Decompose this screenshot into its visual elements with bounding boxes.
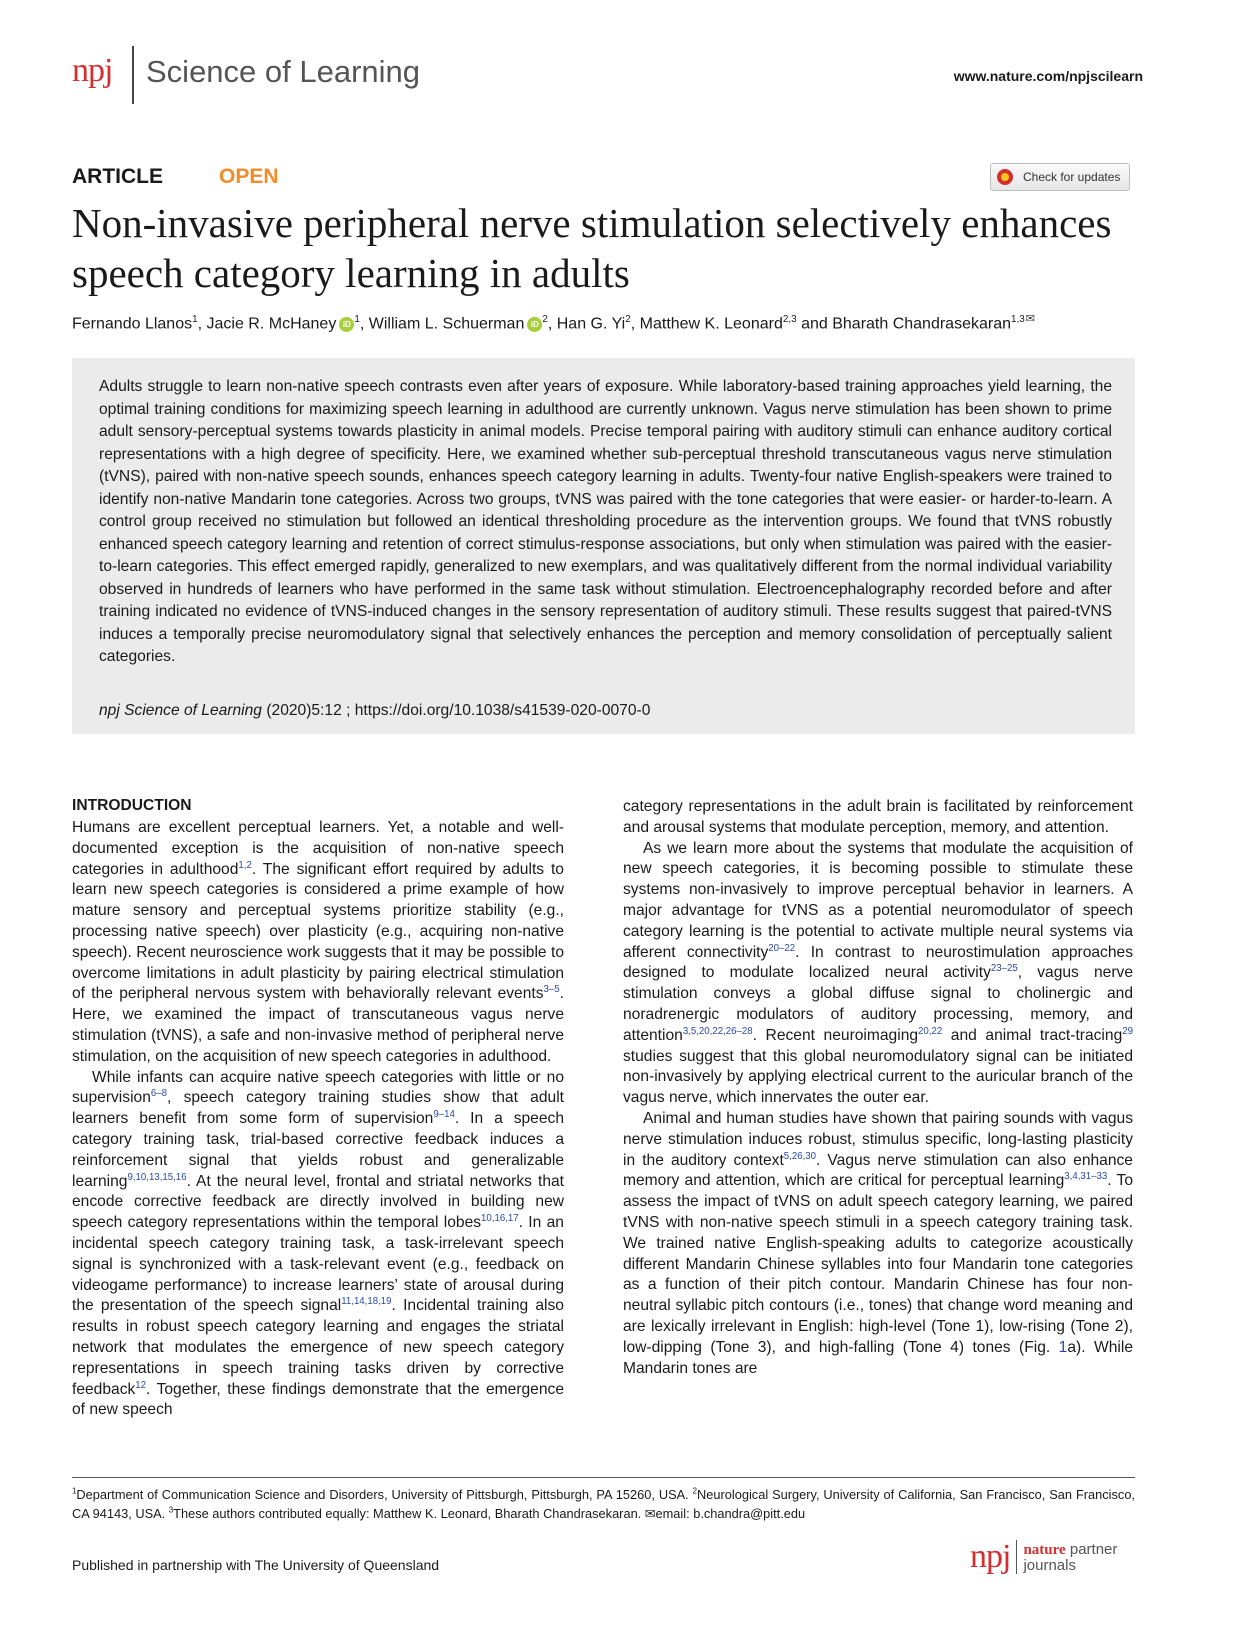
reference-link[interactable]: 3–5 xyxy=(543,984,560,996)
reference-link[interactable]: 6–8 xyxy=(150,1088,167,1100)
author-affiliation: 1 xyxy=(354,314,360,325)
npj-partner-journals-logo xyxy=(970,1538,1117,1576)
footnote-divider xyxy=(72,1477,1135,1478)
article-type-label: ARTICLE xyxy=(72,165,163,188)
reference-link[interactable]: 12 xyxy=(135,1379,147,1391)
left-column-paragraph: While infants can acquire native speech categories with little or no supervision$^{6-8}$, speech category training studies show that adult learners benefit from some form of supervision$^{9-14}$. In a speech category training task, trial-based corrective feedback induces a reinforcement signal that yields robust and generalizable learning$^{9,10,13,15,16}$. At the neural level, frontal and striatal networks that encode corrective feedback are directly involved in building new speech category representations within the temporal lobes$^{10,16,17}$. In an incidental speech category training task, a task-irrelevant speech signal is synchronized with a task-relevant event (e.g., feedback on videogame performance) to increase learners’ state of arousal during the presentation of the speech signal$^{11,14,18,19}$. Incidental training also results in robust speech category learning and engages the striatal network that modulates the emergence of new speech category representations in speech training tasks driven by corrective feedback$^{12}$. Together, these findings demonstrate that the emergence of new speech xyxy=(72,1068,564,1419)
crossmark-icon xyxy=(997,169,1013,185)
reference-link[interactable]: 23–25 xyxy=(990,963,1018,975)
reference-link[interactable]: 20–22 xyxy=(768,942,796,954)
footnote-marker: 1 xyxy=(72,1486,77,1496)
left-column-paragraph: Humans are excellent perceptual learners. Yet, a notable and well-documented exception is the acquisition of non-native speech categories in adulthood$^{1,2}$. The significant effort required by adults to learn new speech categories is considered a prime example of how mature sensory and perceptual systems prioritize stability (e.g., processing native speech) over plasticity (e.g., acquiring non-native speech). Recent neuroscience work suggests that it may be possible to overcome limitations in adult plasticity by pairing electrical stimulation of the peripheral nervous system with behaviorally relevant events$^{3-5}$. Here, we examined the impact of transcutaneous vagus nerve stimulation (tVNS), a safe and non-invasive method of peripheral nerve stimulation, on the acquisition of new speech categories in adulthood. xyxy=(72,819,564,1065)
author-name[interactable]: Bharath Chandrasekaran xyxy=(832,315,1011,333)
author-name[interactable]: Han G. Yi xyxy=(556,315,626,333)
right-column-text xyxy=(623,797,1133,1379)
section-heading-introduction: INTRODUCTION xyxy=(72,797,192,814)
left-column-text xyxy=(72,818,564,1421)
reference-link[interactable]: 9,10,13,15,16 xyxy=(127,1171,187,1183)
author-name[interactable]: Jacie R. McHaney xyxy=(206,315,337,333)
abstract-text: Adults struggle to learn non-native speech contrasts even after years of exposure. While laboratory-based training approaches yield learning, the optimal training conditions for maximizing speech learning in adulthood are currently unknown. Vagus nerve stimulation has been shown to prime adult sensory-perceptual systems towards plasticity in animal models. Precise temporal pairing with auditory stimuli can enhance auditory cortical representations with a high degree of specificity. Here, we examined whether sub-perceptual threshold transcutaneous vagus nerve stimulation (tVNS), paired with non-native speech sounds, enhances speech category learning in adults. Twenty-four native English-speakers were trained to identify non-native Mandarin tone categories. Across two groups, tVNS was paired with the tone categories that were easier- or harder-to-learn. A control group received no stimulation but followed an identical thresholding procedure as the intervention groups. We found that tVNS robustly enhanced speech category learning and retention of correct stimulus-response associations, but only when stimulation was paired with the easier-to-learn categories. This effect emerged rapidly, generalized to new exemplars, and was qualitatively different from the normal individual variability observed in hundreds of learners who have performed in the same task without stimulation. Electroencephalography recorded before and after training indicated no evidence of tVNS-induced changes in the sensory representation of auditory stimuli. These results suggest that paired-tVNS induces a temporally precise neuromodulatory signal that selectively enhances the perception and memory consolidation of perceptually salient categories. xyxy=(99,378,1112,665)
author-affiliation: 2 xyxy=(542,314,548,325)
reference-link[interactable]: 20,22 xyxy=(918,1025,943,1037)
citation-volume-doi[interactable]: (2020)5:12 ; https://doi.org/10.1038/s41539-020-0070-0 xyxy=(266,702,651,719)
author-affiliation: 2 xyxy=(625,314,631,325)
author-list: Fernando Llanos$^1$, Jacie R. McHaney iD $^1$, William L. Schuerman iD $^2$, Han G. Yi$^2$, Matthew K. Leonard$^{2,3}$ and Bharath Chandrasekaran$^{1,3✉}$ xyxy=(72,313,1035,333)
reference-link[interactable]: 9–14 xyxy=(433,1108,455,1120)
journal-url-link[interactable]: www.nature.com/npjscilearn xyxy=(953,68,1143,84)
footer-logo-nature: nature xyxy=(1023,1541,1066,1558)
footer-logo-partner: partner xyxy=(1069,1540,1118,1558)
figure-link[interactable]: 1 xyxy=(1058,1338,1068,1356)
author-affiliation: 1,3 xyxy=(1011,314,1025,325)
reference-link[interactable]: 1,2 xyxy=(238,859,252,871)
journal-logo-npj: npj xyxy=(72,52,113,89)
footnote-marker: 3 xyxy=(168,1505,174,1515)
author-name[interactable]: Fernando Llanos xyxy=(72,315,193,333)
journal-name: Science of Learning xyxy=(146,54,421,89)
author-affiliation: 1 xyxy=(192,314,198,325)
orcid-icon[interactable]: iD xyxy=(527,317,542,332)
reference-link[interactable]: 29 xyxy=(1122,1025,1133,1037)
citation-line xyxy=(99,702,1112,720)
right-column-paragraph: category representations in the adult brain is facilitated by reinforcement and arousal systems that modulate perception, memory, and attention. xyxy=(623,798,1133,836)
citation-journal: npj Science of Learning xyxy=(99,702,262,719)
open-access-label: OPEN xyxy=(219,165,279,188)
footer-logo-npj: npj xyxy=(970,1538,1011,1575)
footer-logo-text xyxy=(1023,1542,1117,1573)
article-title: Non-invasive peripheral nerve stimulation selectively enhances speech category learning in adults xyxy=(72,200,1112,296)
check-for-updates-button[interactable] xyxy=(990,163,1130,191)
right-column-paragraph: As we learn more about the systems that modulate the acquisition of new speech categories, it is becoming possible to stimulate these systems non-invasively to improve perceptual behavior in learners. A major advantage for tVNS as a potential neuromodulator of speech category learning is the potential to activate multiple neural systems via afferent connectivity$^{20-22}$. In contrast to neurostimulation approaches designed to modulate localized neural activity$^{23-25}$, vagus nerve stimulation conveys a global diffuse signal to cholinergic and noradrenergic modulators of auditory processing, memory, and attention$^{3,5,20,22,26-28}$. Recent neuroimaging$^{20,22}$ and animal tract-tracing$^{29}$ studies suggest that this global neuromodulatory signal can be initiated non-invasively by applying electrical current to the auricular branch of the vagus nerve, which innervates the outer ear. xyxy=(623,839,1133,1107)
footer-logo-journals: journals xyxy=(1023,1556,1076,1574)
reference-link[interactable]: 3,5,20,22,26–28 xyxy=(682,1025,753,1037)
affiliation-footnotes: $^1$Department of Communication Science and Disorders, University of Pittsburgh, Pittsburgh, PA 15260, USA. $^2$Neurological Surgery, University of California, San Francisco, San Francisco, CA 94143, USA. $^3$These authors contributed equally: Matthew K. Leonard, Bharath Chandrasekaran. ✉email: b.chandra@pitt.edu xyxy=(72,1486,1135,1521)
author-name[interactable]: Matthew K. Leonard xyxy=(639,315,783,333)
orcid-icon[interactable]: iD xyxy=(339,317,354,332)
check-for-updates-label: Check for updates xyxy=(1023,170,1121,184)
reference-link[interactable]: 11,14,18,19 xyxy=(341,1296,392,1308)
reference-link[interactable]: 5,26,30 xyxy=(783,1150,817,1162)
logo-divider xyxy=(132,46,134,104)
reference-link[interactable]: 3,4,31–33 xyxy=(1064,1171,1108,1183)
right-column-paragraph: Animal and human studies have shown that pairing sounds with vagus nerve stimulation induces robust, stimulus specific, long-lasting plasticity in the auditory context$^{5,26,30}$. Vagus nerve stimulation can also enhance memory and attention, which are critical for perceptual learning$^{3,4,31-33}$. To assess the impact of tVNS on adult speech category learning, we paired tVNS with non-native speech stimuli in a speech category training task. We trained native English-speaking adults to categorize acoustically different Mandarin Chinese syllables into four Mandarin tone categories as a function of their pitch contour. Mandarin Chinese has four non-neutral syllabic pitch contours (i.e., tones) that change word meaning and are lexically irrelevant in English: high-level (Tone 1), low-rising (Tone 2), low-dipping (Tone 3), and high-falling (Tone 4) tones (Fig. 1a). While Mandarin tones are xyxy=(623,1109,1133,1377)
reference-link[interactable]: 10,16,17 xyxy=(481,1212,519,1224)
author-affiliation: 2,3 xyxy=(782,314,797,325)
footer-logo-divider xyxy=(1016,1540,1017,1574)
footnote-marker: 2 xyxy=(692,1486,698,1496)
published-partnership: Published in partnership with The University of Queensland xyxy=(72,1557,440,1573)
email-envelope-icon[interactable]: ✉ xyxy=(1025,313,1035,325)
author-name[interactable]: William L. Schuerman xyxy=(368,315,525,333)
